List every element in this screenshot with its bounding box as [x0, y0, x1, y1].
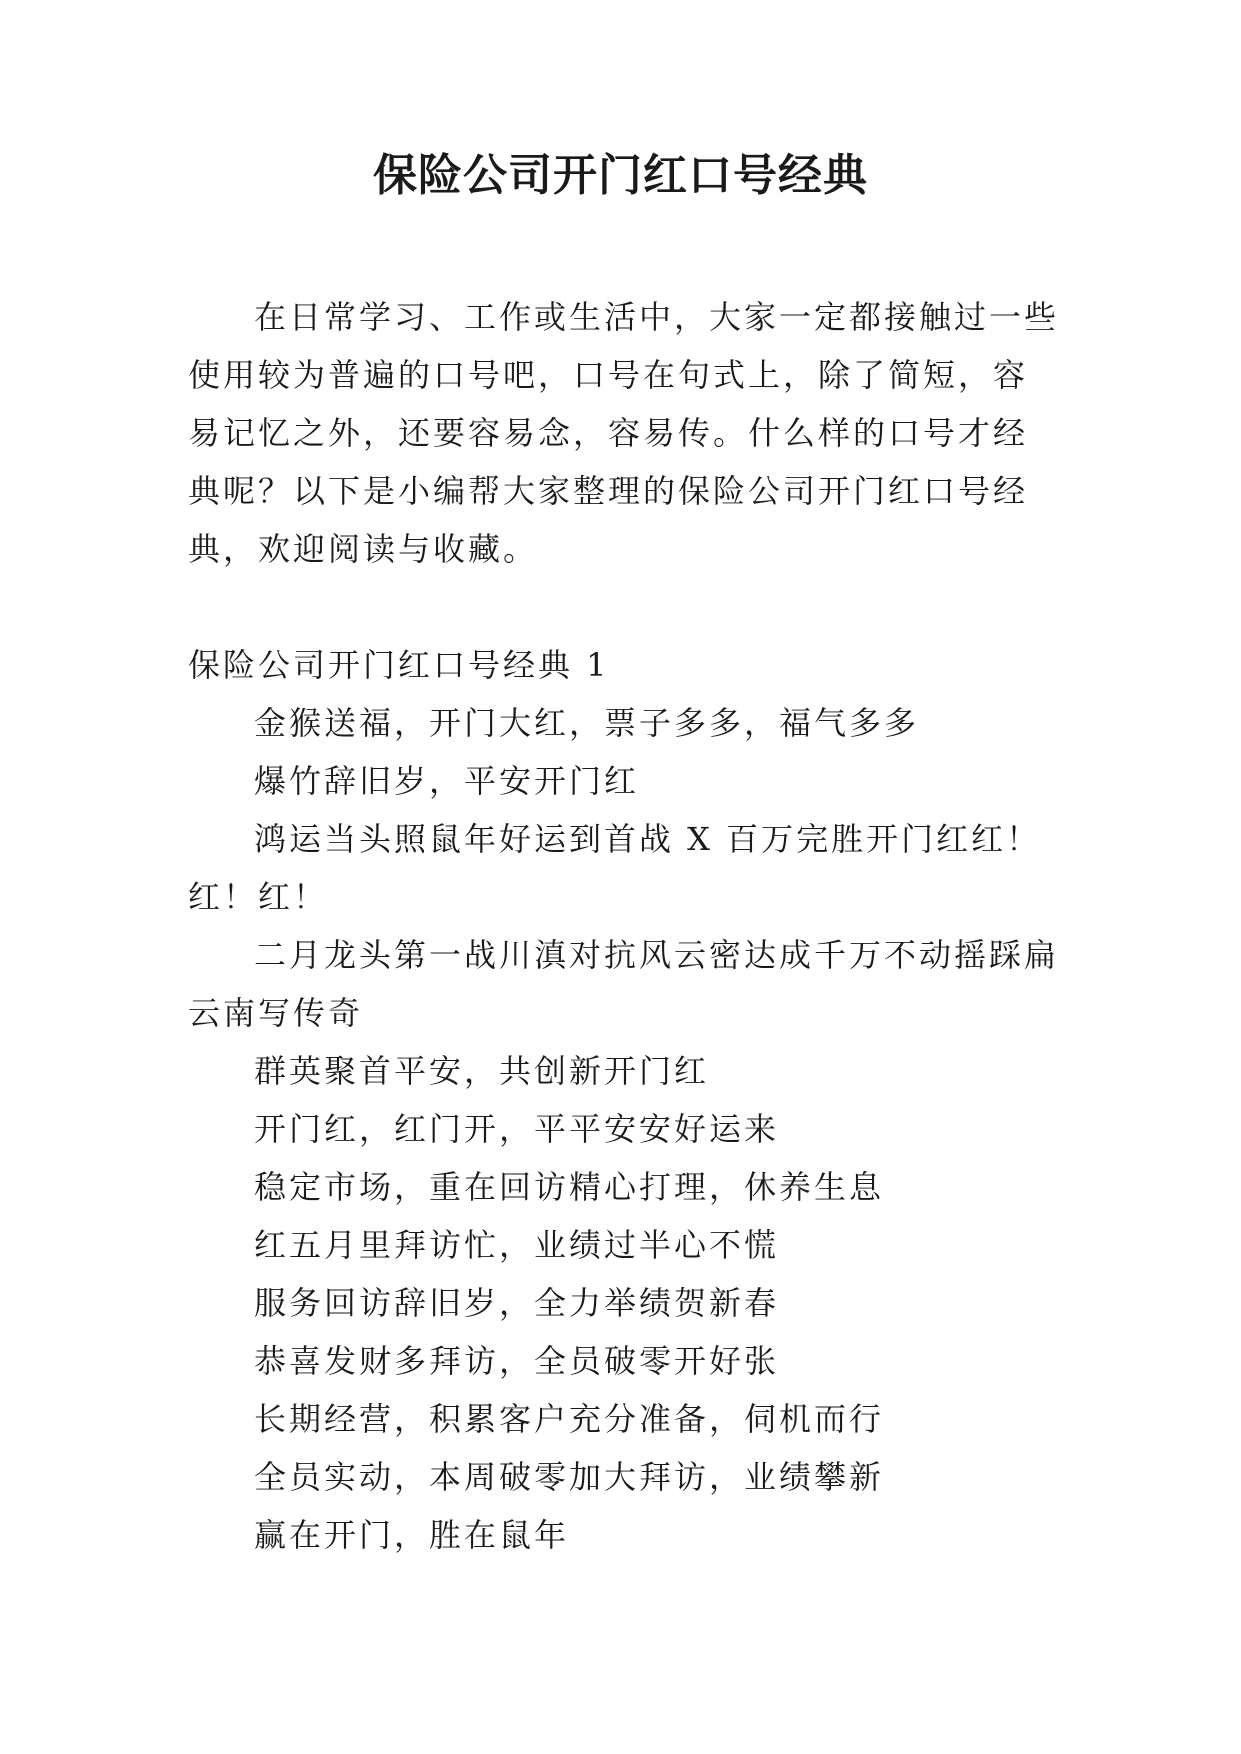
- slogan-item: 爆竹辞旧岁，平安开门红: [254, 762, 640, 800]
- intro-paragraph: 在日常学习、工作或生活中，大家一定都接触过一些使用较为普遍的口号吧，口号在句式上，除了简短，容易记忆之外，还要容易念，容易传。什么样的口号才经典呢？以下是小编帮大家整理的保险公司开门红口号经典，欢迎阅读与收藏。: [188, 298, 1060, 568]
- slogan-item: 金猴送福，开门大红，票子多多，福气多多: [254, 704, 920, 742]
- slogan-item: 赢在开门，胜在鼠年: [254, 1516, 570, 1554]
- slogan-item: 群英聚首平安，共创新开门红: [254, 1052, 710, 1090]
- slogan-list: [188, 694, 1060, 1564]
- slogan-item: 恭喜发财多拜访，全员破零开好张: [254, 1342, 780, 1380]
- slogan-item: 二月龙头第一战川滇对抗风云密达成千万不动摇踩扁云南写传奇: [188, 936, 1060, 1032]
- document-title: 保险公司开门红口号经典: [373, 150, 868, 201]
- slogan-item: 全员实动，本周破零加大拜访，业绩攀新: [254, 1458, 885, 1496]
- section-heading: 保险公司开门红口号经典 1: [188, 646, 610, 684]
- slogan-item: 开门红，红门开，平平安安好运来: [254, 1110, 780, 1148]
- slogan-item: 服务回访辞旧岁，全力举绩贺新春: [254, 1284, 780, 1322]
- slogan-item: 长期经营，积累客户充分准备，伺机而行: [254, 1400, 885, 1438]
- slogan-item: 稳定市场，重在回访精心打理，休养生息: [254, 1168, 885, 1206]
- slogan-item: 红五月里拜访忙，业绩过半心不慌: [254, 1226, 780, 1264]
- slogan-section: [188, 636, 1060, 1564]
- slogan-item: 鸿运当头照鼠年好运到首战 X 百万完胜开门红红！红！红！: [188, 820, 1042, 916]
